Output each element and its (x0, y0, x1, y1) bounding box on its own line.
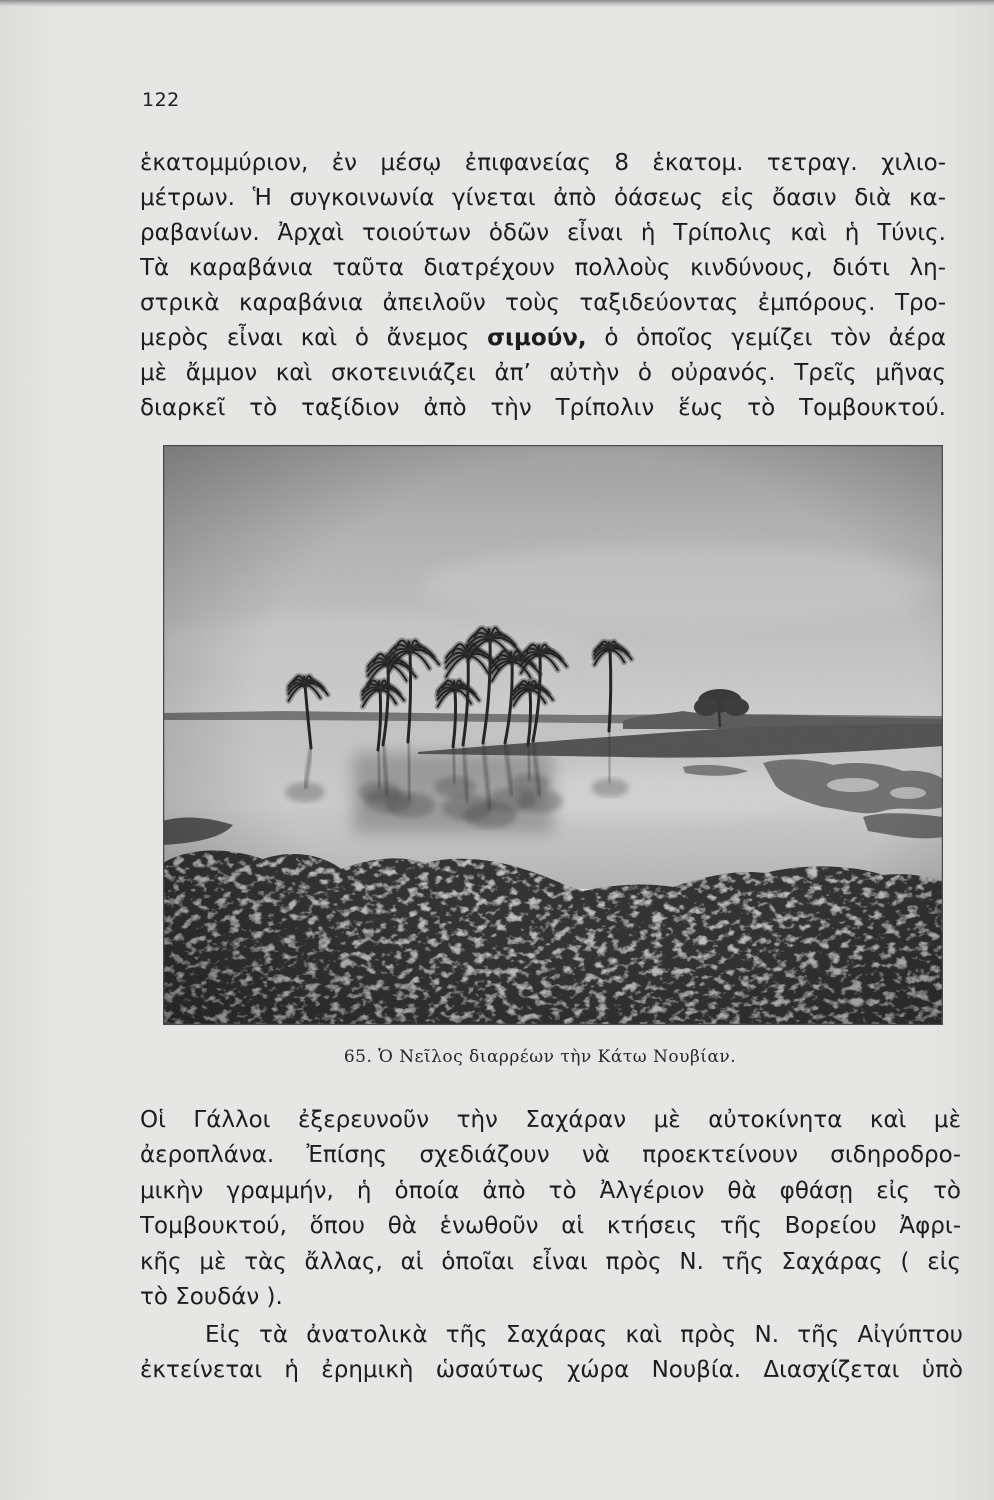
vignette (163, 445, 943, 1025)
text-line: Εἰς τὰ ἀνατολικὰ τῆς Σαχάρας καὶ πρὸς Ν. τῆς Αἰγύπτου (205, 1322, 963, 1348)
photo-nile-lower-nubia (163, 445, 943, 1025)
text-line: τὸ Σουδάν ). (140, 1283, 283, 1310)
text-line: μικὴν γραμμήν, ἡ ὁποία ἀπὸ τὸ Ἀλγέριον θὰ φθάσῃ εἰς τὸ (140, 1177, 961, 1204)
paragraph-2 (140, 1103, 961, 1315)
text-line: Τομβουκτού, ὅπου θὰ ἑνωθοῦν αἱ κτήσεις τῆς Βορείου Ἀφρι- (140, 1213, 961, 1240)
text-line: ἀεροπλάνα. Ἐπίσης σχεδιάζουν νὰ προεκτείνουν σιδηροδρο- (140, 1142, 961, 1169)
text-segment: ὁ ὁποῖος γεμίζει τὸν ἀέρα (586, 325, 946, 351)
paragraph-3 (140, 1318, 963, 1388)
text-line: μέτρων. Ἡ συγκοινωνία γίνεται ἀπὸ ὀάσεως εἰς ὄασιν διὰ κα- (140, 185, 946, 211)
page-number: 122 (142, 89, 180, 111)
text-line: Τὰ καραβάνια ταῦτα διατρέχουν πολλοὺς κινδύνους, διότι λη- (140, 255, 946, 281)
text-line: μὲ ἄμμον καὶ σκοτεινιάζει ἀπ’ αὐτὴν ὁ οὐρανός. Τρεῖς μῆνας (140, 360, 946, 386)
text-line: στρικὰ καραβάνια ἀπειλοῦν τοὺς ταξιδεύοντας ἐμπόρους. Τρο- (140, 290, 946, 316)
text-line: ἐκτείνεται ἡ ἐρημικὴ ὡσαύτως χώρα Νουβία. Διασχίζεται ὑπὸ (140, 1357, 963, 1383)
scan-top-edge (0, 0, 994, 7)
paragraph-1 (140, 146, 946, 426)
text-line: κῆς μὲ τὰς ἄλλας, αἱ ὁποῖαι εἶναι πρὸς Ν. τῆς Σαχάρας ( εἰς (140, 1248, 961, 1275)
text-segment: μερὸς εἶναι καὶ ὁ ἄνεμος (140, 325, 488, 351)
text-line: ραβανίων. Ἀρχαὶ τοιούτων ὁδῶν εἶναι ἡ Τρίπολις καὶ ἡ Τύνις. (140, 220, 946, 246)
bold-term-simoun: σιμούν, (487, 325, 587, 351)
text-line (140, 321, 946, 356)
text-line: Οἱ Γάλλοι ἐξερευνοῦν τὴν Σαχάραν μὲ αὐτοκίνητα καὶ μὲ (140, 1107, 961, 1133)
figure-caption: 65. Ὁ Νεῖλος διαρρέων τὴν Κάτω Νουβίαν. (343, 1047, 737, 1067)
text-line: διαρκεῖ τὸ ταξίδιον ἀπὸ τὴν Τρίπολιν ἕως τὸ Τομβουκτού. (140, 395, 946, 421)
text-line: ἑκατομμύριον, ἐν μέσῳ ἐπιφανείας 8 ἑκατομ. τετραγ. χιλιο- (140, 150, 946, 176)
